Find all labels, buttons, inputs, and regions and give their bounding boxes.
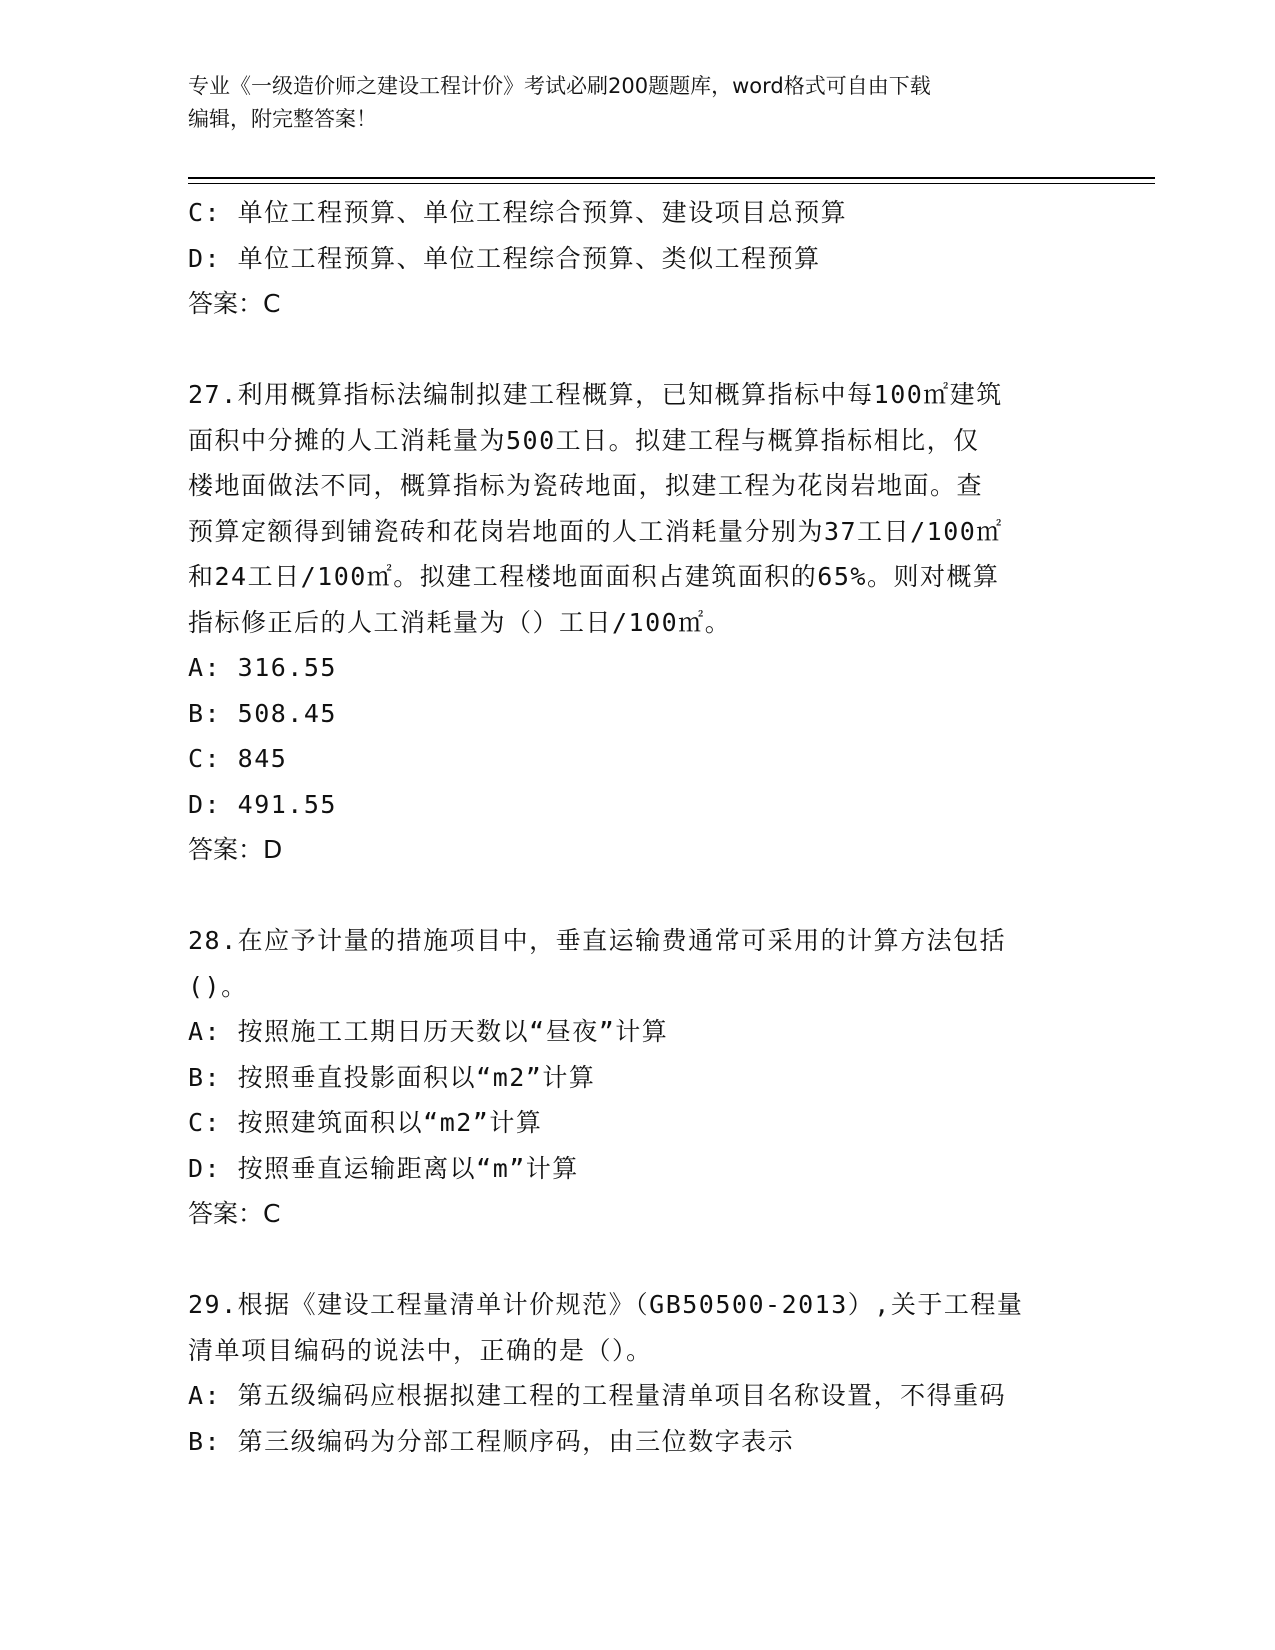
header-title-line-1: 专业《一级造价师之建设工程计价》考试必刷200题题库，word格式可自由下载 xyxy=(188,74,931,98)
question-block-28 xyxy=(188,918,1088,1237)
question-stem-line: 28.在应予计量的措施项目中，垂直运输费通常可采用的计算方法包括 xyxy=(188,926,1007,955)
option-a: A: 316.55 xyxy=(188,653,337,682)
option-b: B: 按照垂直投影面积以“m2”计算 xyxy=(188,1062,596,1092)
question-stem-line: 楼地面做法不同，概算指标为瓷砖地面，拟建工程为花岗岩地面。查 xyxy=(188,471,984,500)
question-stem-line: 和24工日/100㎡。拟建工程楼地面面积占建筑面积的65%。则对概算 xyxy=(188,562,1000,591)
question-stem-line: ()。 xyxy=(188,971,248,1001)
answer-line: 答案：D xyxy=(188,835,283,864)
question-stem-line: 29.根据《建设工程量清单计价规范》（GB50500-2013）,关于工程量 xyxy=(188,1290,1024,1319)
question-block-26-continued xyxy=(188,190,1088,327)
header-rule-thick xyxy=(188,177,1155,179)
answer-line: 答案：C xyxy=(188,1199,281,1228)
option-c: C: 845 xyxy=(188,744,288,773)
answer-line: 答案：C xyxy=(188,289,281,318)
option-d: D: 491.55 xyxy=(188,789,337,819)
question-stem-line: 预算定额得到铺瓷砖和花岗岩地面的人工消耗量分别为37工日/100㎡ xyxy=(188,516,1003,546)
option-a: A: 第五级编码应根据拟建工程的工程量清单项目名称设置，不得重码 xyxy=(188,1381,1007,1410)
option-b: B: 508.45 xyxy=(188,698,337,728)
question-stem-line: 27.利用概算指标法编制拟建工程概算，已知概算指标中每100㎡建筑 xyxy=(188,380,1003,409)
header-title-line-2: 编辑，附完整答案！ xyxy=(188,107,377,131)
spacer xyxy=(188,1237,1088,1283)
option-d: D: 按照垂直运输距离以“m”计算 xyxy=(188,1153,579,1183)
question-block-29 xyxy=(188,1282,1088,1464)
option-c: C: 单位工程预算、单位工程综合预算、建设项目总预算 xyxy=(188,198,848,227)
question-stem-line: 清单项目编码的说法中，正确的是（）。 xyxy=(188,1335,653,1365)
option-d: D: 单位工程预算、单位工程综合预算、类似工程预算 xyxy=(188,243,821,273)
question-list xyxy=(188,190,1088,1464)
option-b: B: 第三级编码为分部工程顺序码，由三位数字表示 xyxy=(188,1426,795,1456)
question-stem-line: 面积中分摊的人工消耗量为500工日。拟建工程与概算指标相比，仅 xyxy=(188,425,980,455)
header-rule-thin xyxy=(188,183,1155,184)
page-header xyxy=(188,70,1068,136)
spacer xyxy=(188,873,1088,919)
option-a: A: 按照施工工期日历天数以“昼夜”计算 xyxy=(188,1017,669,1046)
spacer xyxy=(188,327,1088,373)
question-stem-line: 指标修正后的人工消耗量为（）工日/100㎡。 xyxy=(188,607,732,637)
question-block-27 xyxy=(188,372,1088,873)
option-c: C: 按照建筑面积以“m2”计算 xyxy=(188,1108,543,1137)
